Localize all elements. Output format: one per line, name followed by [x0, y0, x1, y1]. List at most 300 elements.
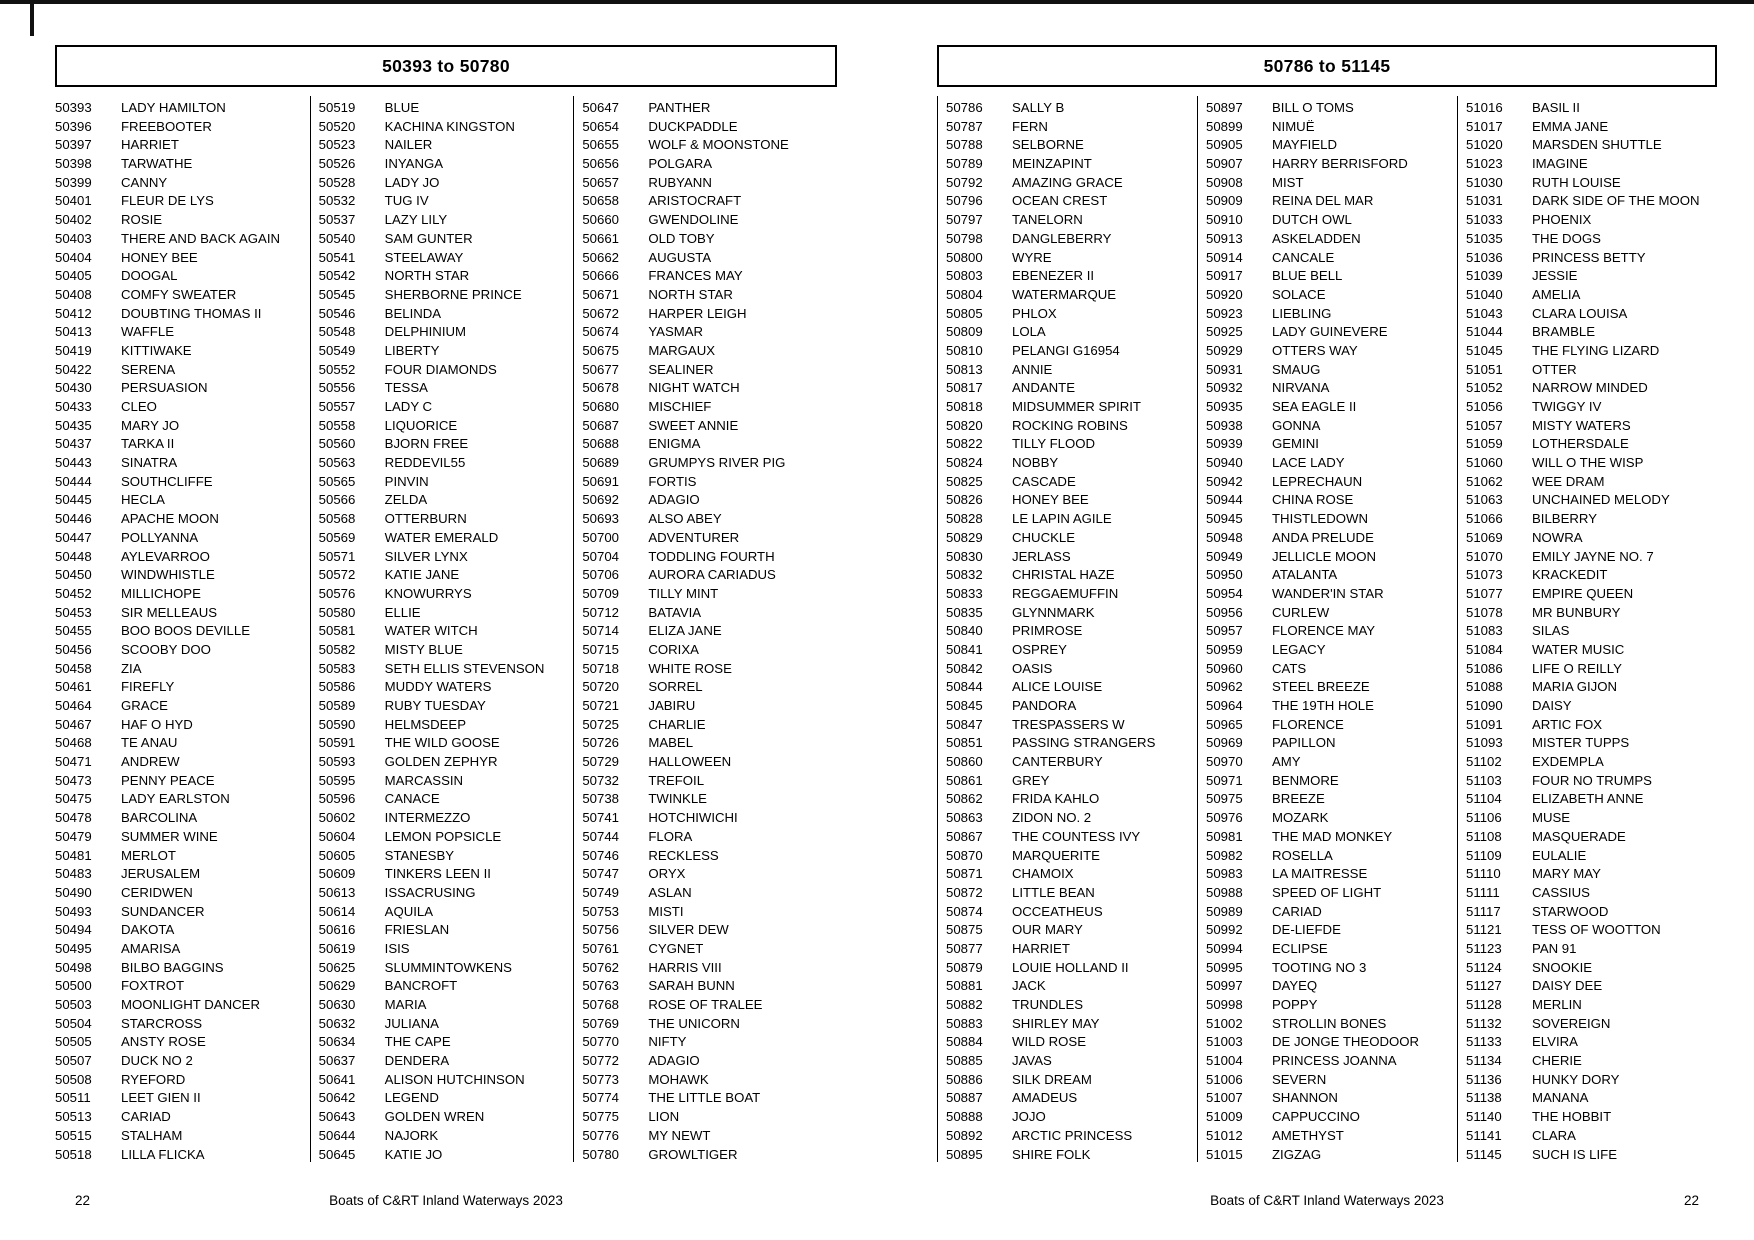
boat-name: CHERIE	[1532, 1053, 1582, 1069]
registry-row	[55, 921, 310, 940]
boat-number: 50450	[55, 567, 92, 583]
boat-name: GREY	[1012, 772, 1050, 788]
registry-row	[55, 323, 310, 342]
boat-name: PANTHER	[648, 100, 711, 115]
registry-row	[1466, 809, 1717, 828]
registry-row	[582, 1127, 837, 1146]
boat-number: 50586	[318, 679, 356, 695]
boat-name: DARK SIDE OF THE MOON	[1532, 193, 1700, 209]
registry-row	[1206, 697, 1457, 716]
registry-row	[582, 435, 837, 454]
registry-row	[582, 267, 837, 286]
registry-row	[946, 1108, 1197, 1127]
boat-name: OTTER	[1532, 361, 1577, 377]
boat-number: 50981	[1206, 828, 1243, 844]
registry-row	[1466, 118, 1717, 137]
boat-number: 50590	[318, 716, 356, 732]
registry-row	[319, 1015, 574, 1034]
boat-name: SHANNON	[1272, 1090, 1338, 1106]
boat-name: ATALANTA	[1272, 567, 1338, 583]
boat-name: OCCEATHEUS	[1012, 903, 1103, 919]
boat-name: BANCROFT	[384, 978, 458, 994]
boat-name: APACHE MOON	[121, 511, 219, 527]
registry-row	[582, 529, 837, 548]
boat-number: 50774	[582, 1090, 620, 1106]
boat-number: 50776	[582, 1127, 620, 1143]
boat-number: 50844	[946, 679, 983, 695]
boat-number: 50971	[1206, 772, 1243, 788]
boat-name: PHLOX	[1012, 305, 1057, 321]
boat-name: LADY C	[384, 399, 433, 414]
boat-number: 50950	[1206, 567, 1243, 583]
boat-number: 50528	[318, 174, 356, 190]
boat-number: 50444	[55, 473, 92, 489]
registry-row	[946, 454, 1197, 473]
registry-row	[582, 865, 837, 884]
boat-number: 50455	[55, 623, 92, 639]
boat-name: HECLA	[121, 492, 165, 508]
boat-name: FLORA	[648, 828, 693, 844]
boat-name: DAYEQ	[1272, 978, 1318, 994]
boat-number: 50895	[946, 1146, 983, 1162]
registry-row	[1206, 211, 1457, 230]
registry-row	[55, 716, 310, 735]
boat-name: DUCK NO 2	[121, 1053, 193, 1069]
footer-title: Boats of C&RT Inland Waterways 2023	[329, 1193, 563, 1208]
registry-row	[946, 548, 1197, 567]
boat-number: 50969	[1206, 735, 1243, 751]
boat-number: 50872	[946, 884, 983, 900]
registry-row	[946, 1015, 1197, 1034]
boat-number: 50789	[946, 156, 983, 172]
boat-name: STARCROSS	[121, 1015, 203, 1031]
boat-number: 50945	[1206, 511, 1243, 527]
registry-row	[55, 660, 310, 679]
registry-row	[946, 697, 1197, 716]
boat-number: 51063	[1466, 492, 1503, 508]
boat-name: WILL O THE WISP	[1532, 455, 1644, 471]
registry-row	[55, 491, 310, 510]
boat-name: HARPER LEIGH	[648, 305, 747, 321]
boat-number: 50820	[946, 417, 983, 433]
registry-row	[946, 1071, 1197, 1090]
registry-row	[319, 99, 574, 118]
boat-number: 50845	[946, 698, 983, 713]
boat-name: DUTCH OWL	[1272, 212, 1352, 228]
boat-number: 50634	[318, 1034, 356, 1050]
boat-number: 50940	[1206, 455, 1243, 471]
boat-number: 50468	[55, 735, 92, 751]
boat-name: CARIAD	[121, 1109, 171, 1125]
registry-row	[1466, 921, 1717, 940]
registry-row	[319, 772, 574, 791]
boat-number: 50998	[1206, 997, 1243, 1012]
boat-name: BLUE BELL	[1272, 268, 1343, 284]
boat-number: 50408	[55, 286, 92, 302]
boat-name: MABEL	[648, 735, 694, 751]
registry-row	[1466, 136, 1717, 155]
boat-name: GONNA	[1272, 417, 1321, 433]
registry-row	[319, 660, 574, 679]
boat-name: HARRY BERRISFORD	[1272, 156, 1408, 172]
boat-number: 50887	[946, 1090, 983, 1106]
boat-number: 50925	[1206, 324, 1243, 340]
boat-name: PRINCESS JOANNA	[1272, 1053, 1397, 1069]
scan-edge-artifact-left	[30, 0, 34, 36]
boat-number: 50875	[946, 922, 983, 938]
boat-name: MILLICHOPE	[121, 585, 201, 601]
boat-number: 50775	[582, 1109, 620, 1125]
registry-row	[1206, 903, 1457, 922]
registry-row	[1206, 1052, 1457, 1071]
registry-row	[319, 697, 574, 716]
boat-number: 50508	[55, 1071, 92, 1087]
registry-row	[55, 267, 310, 286]
boat-name: MISCHIEF	[648, 399, 712, 414]
boat-number: 50605	[318, 847, 356, 863]
boat-number: 50862	[946, 791, 983, 807]
boat-number: 50552	[318, 361, 356, 377]
registry-row	[55, 286, 310, 305]
registry-row	[1206, 155, 1457, 174]
boat-number: 51084	[1466, 641, 1503, 657]
boat-name: MISTY WATERS	[1532, 417, 1631, 433]
boat-name: THE HOBBIT	[1532, 1109, 1612, 1125]
boat-number: 50931	[1206, 361, 1243, 377]
boat-number: 50923	[1206, 305, 1243, 321]
boat-number: 50445	[55, 492, 92, 508]
boat-name: ISSACRUSING	[384, 884, 476, 900]
registry-row	[582, 1089, 837, 1108]
boat-number: 50825	[946, 473, 983, 489]
registry-row	[55, 809, 310, 828]
boat-number: 51056	[1466, 399, 1503, 414]
boat-number: 50473	[55, 772, 92, 788]
boat-number: 50883	[946, 1015, 983, 1031]
registry-row	[319, 1146, 574, 1163]
boat-number: 50604	[318, 828, 356, 844]
boat-name: ELLIE	[384, 604, 421, 620]
registry-row	[1206, 379, 1457, 398]
boat-name: SALLY B	[1012, 100, 1065, 115]
boat-number: 50645	[318, 1146, 356, 1162]
boat-number: 50483	[55, 866, 92, 882]
boat-number: 50714	[582, 623, 620, 639]
registry-row	[55, 398, 310, 417]
boat-name: SORREL	[648, 679, 703, 695]
boat-number: 50800	[946, 249, 983, 265]
registry-row	[582, 1146, 837, 1163]
boat-name: CANCALE	[1272, 249, 1335, 265]
boat-name: BRAMBLE	[1532, 324, 1596, 340]
registry-row	[1466, 641, 1717, 660]
boat-name: FLEUR DE LYS	[121, 193, 214, 209]
boat-number: 51106	[1466, 810, 1502, 826]
registry-row	[55, 678, 310, 697]
boat-number: 50805	[946, 305, 983, 321]
boat-number: 50910	[1206, 212, 1243, 228]
registry-row	[946, 286, 1197, 305]
boat-number: 50405	[55, 268, 92, 284]
boat-number: 50706	[582, 567, 620, 583]
registry-row	[582, 996, 837, 1015]
boat-number: 51088	[1466, 679, 1503, 695]
registry-row	[1206, 660, 1457, 679]
registry-row	[582, 174, 837, 193]
boat-number: 50892	[946, 1127, 983, 1143]
registry-row	[1466, 1071, 1717, 1090]
registry-row	[946, 510, 1197, 529]
boat-name: OTTERBURN	[384, 511, 467, 527]
registry-row	[1466, 435, 1717, 454]
boat-name: MARY JO	[121, 417, 180, 433]
boat-name: BREEZE	[1272, 791, 1325, 807]
registry-row	[55, 622, 310, 641]
registry-row	[1466, 510, 1717, 529]
boat-name: REGGAEMUFFIN	[1012, 585, 1119, 601]
boat-number: 50593	[318, 754, 356, 770]
boat-number: 50965	[1206, 716, 1243, 732]
boat-name: ANSTY ROSE	[121, 1034, 206, 1050]
boat-number: 50920	[1206, 286, 1243, 302]
registry-row	[946, 435, 1197, 454]
registry-row	[55, 790, 310, 809]
boat-number: 50763	[582, 978, 620, 994]
registry-row	[1206, 361, 1457, 380]
registry-row	[55, 865, 310, 884]
boat-name: CYGNET	[648, 940, 704, 956]
registry-row	[55, 118, 310, 137]
boat-name: ZIA	[121, 660, 142, 676]
boat-name: STANESBY	[384, 847, 455, 863]
boat-name: MERLOT	[121, 847, 176, 863]
boat-name: ALSO ABEY	[648, 511, 722, 527]
registry-row	[55, 1127, 310, 1146]
boat-name: NARROW MINDED	[1532, 380, 1648, 396]
boat-number: 50948	[1206, 529, 1243, 545]
boat-name: AMADEUS	[1012, 1090, 1078, 1106]
boat-name: AMY	[1272, 754, 1301, 770]
registry-row	[1206, 136, 1457, 155]
boat-number: 50861	[946, 772, 983, 788]
registry-row	[319, 1089, 574, 1108]
registry-row	[55, 99, 310, 118]
boat-number: 50870	[946, 847, 983, 863]
boat-number: 51109	[1466, 847, 1502, 863]
boat-name: FRANCES MAY	[648, 268, 743, 284]
registry-row	[1206, 267, 1457, 286]
boat-number: 50461	[55, 679, 92, 695]
boat-name: REINA DEL MAR	[1272, 193, 1374, 209]
registry-row	[1206, 884, 1457, 903]
registry-row	[319, 136, 574, 155]
boat-number: 51123	[1466, 940, 1502, 956]
boat-number: 51111	[1466, 884, 1500, 900]
registry-row	[1206, 417, 1457, 436]
boat-name: LEGEND	[384, 1090, 439, 1106]
boat-name: ELVIRA	[1532, 1034, 1578, 1050]
boat-name: TUG IV	[384, 193, 429, 209]
boat-number: 51016	[1466, 100, 1503, 115]
boat-name: MY NEWT	[648, 1127, 711, 1143]
boat-number: 50756	[582, 922, 620, 938]
registry-row	[55, 566, 310, 585]
boat-name: LOUIE HOLLAND II	[1012, 959, 1129, 975]
boat-name: LA MAITRESSE	[1272, 866, 1368, 882]
boat-number: 51138	[1466, 1090, 1502, 1106]
boat-name: TINKERS LEEN II	[384, 866, 491, 882]
registry-row	[582, 99, 837, 118]
boat-number: 50464	[55, 698, 92, 713]
boat-name: POPPY	[1272, 997, 1318, 1012]
registry-row	[1466, 1089, 1717, 1108]
boat-name: WAFFLE	[121, 324, 174, 340]
boat-number: 51133	[1466, 1034, 1502, 1050]
registry-row	[582, 903, 837, 922]
boat-number: 50879	[946, 959, 983, 975]
registry-row	[55, 155, 310, 174]
boat-name: MAYFIELD	[1272, 137, 1337, 153]
registry-row	[946, 884, 1197, 903]
boat-number: 50822	[946, 436, 983, 452]
registry-row	[946, 267, 1197, 286]
registry-row	[1206, 566, 1457, 585]
boat-name: FOXTROT	[121, 978, 185, 994]
boat-name: FERN	[1012, 118, 1048, 134]
registry-row	[582, 697, 837, 716]
boat-number: 50897	[1206, 100, 1243, 115]
boat-number: 50629	[318, 978, 356, 994]
boat-number: 50817	[946, 380, 983, 396]
registry-row	[319, 286, 574, 305]
registry-row	[1466, 996, 1717, 1015]
boat-name: BJORN FREE	[384, 436, 469, 452]
registry-row	[1466, 772, 1717, 791]
registry-row	[319, 230, 574, 249]
boat-number: 50899	[1206, 118, 1243, 134]
boat-name: HARRIET	[1012, 940, 1070, 956]
boat-name: ELIZABETH ANNE	[1532, 791, 1644, 807]
registry-row	[55, 884, 310, 903]
boat-name: SHIRE FOLK	[1012, 1146, 1091, 1162]
boat-name: EMMA JANE	[1532, 118, 1609, 134]
registry-row	[319, 678, 574, 697]
boat-name: WATER MUSIC	[1532, 641, 1625, 657]
boat-number: 51103	[1466, 772, 1502, 788]
boat-name: TILLY FLOOD	[1012, 436, 1096, 452]
boat-name: AUGUSTA	[648, 249, 712, 265]
registry-row	[319, 1052, 574, 1071]
registry-row	[319, 379, 574, 398]
registry-row	[582, 660, 837, 679]
boat-number: 50515	[55, 1127, 92, 1143]
registry-row	[582, 641, 837, 660]
boat-number: 50732	[582, 772, 620, 788]
boat-name: LACE LADY	[1272, 455, 1345, 471]
registry-row	[55, 697, 310, 716]
boat-number: 50914	[1206, 249, 1243, 265]
registry-row	[1466, 398, 1717, 417]
boat-name: MIST	[1272, 174, 1304, 190]
boat-number: 50704	[582, 548, 620, 564]
boat-number: 51066	[1466, 511, 1503, 527]
boat-name: CASCADE	[1012, 473, 1076, 489]
boat-name: SERENA	[121, 361, 176, 377]
registry-row	[55, 903, 310, 922]
boat-name: FORTIS	[648, 473, 697, 489]
boat-number: 50871	[946, 866, 983, 882]
boat-name: SUMMER WINE	[121, 828, 218, 844]
boat-number: 50741	[582, 810, 620, 826]
boat-name: ANDANTE	[1012, 380, 1076, 396]
registry-row	[55, 435, 310, 454]
registry-row	[1206, 1127, 1457, 1146]
registry-row	[946, 398, 1197, 417]
boat-name: WHITE ROSE	[648, 660, 732, 676]
registry-row	[319, 323, 574, 342]
registry-row	[946, 959, 1197, 978]
boat-name: ALISON HUTCHINSON	[384, 1071, 525, 1087]
boat-name: ADAGIO	[648, 1053, 700, 1069]
registry-row	[946, 99, 1197, 118]
registry-row	[1466, 1052, 1717, 1071]
boat-name: GROWLTIGER	[648, 1146, 738, 1162]
boat-number: 50443	[55, 455, 92, 471]
registry-row	[319, 1071, 574, 1090]
boat-name: LION	[648, 1109, 680, 1125]
boat-name: HARRIS VIII	[648, 959, 722, 975]
boat-name: WILD ROSE	[1012, 1034, 1087, 1050]
boat-number: 50830	[946, 548, 983, 564]
boat-number: 51036	[1466, 249, 1503, 265]
boat-name: MARSDEN SHUTTLE	[1532, 137, 1662, 153]
registry-row	[1206, 809, 1457, 828]
registry-row	[1466, 473, 1717, 492]
boat-name: LOTHERSDALE	[1532, 436, 1629, 452]
boat-number: 50964	[1206, 698, 1243, 713]
registry-row	[319, 473, 574, 492]
boat-name: FREEBOOTER	[121, 118, 212, 134]
boat-name: INYANGA	[384, 156, 444, 172]
boat-name: NOWRA	[1532, 529, 1583, 545]
registry-row	[319, 996, 574, 1015]
registry-row	[1466, 884, 1717, 903]
boat-number: 50835	[946, 604, 983, 620]
registry-row	[946, 847, 1197, 866]
boat-number: 50970	[1206, 754, 1243, 770]
boat-number: 50989	[1206, 903, 1243, 919]
boat-name: CORIXA	[648, 641, 699, 657]
boat-number: 50885	[946, 1053, 983, 1069]
boat-number: 50874	[946, 903, 983, 919]
boat-number: 51023	[1466, 156, 1503, 172]
boat-name: PASSING STRANGERS	[1012, 735, 1156, 751]
registry-row	[319, 174, 574, 193]
registry-row	[1206, 249, 1457, 268]
boat-name: SWEET ANNIE	[648, 417, 739, 433]
boat-number: 50877	[946, 940, 983, 956]
boat-name: NIMUË	[1272, 118, 1315, 134]
boat-name: CURLEW	[1272, 604, 1330, 620]
registry-row	[946, 174, 1197, 193]
registry-row	[1206, 604, 1457, 623]
boat-number: 50680	[582, 399, 620, 414]
boat-name: SILAS	[1532, 623, 1570, 639]
boat-name: ADAGIO	[648, 492, 700, 508]
boat-number: 50642	[318, 1090, 356, 1106]
registry-row	[319, 790, 574, 809]
boat-number: 50558	[318, 417, 356, 433]
